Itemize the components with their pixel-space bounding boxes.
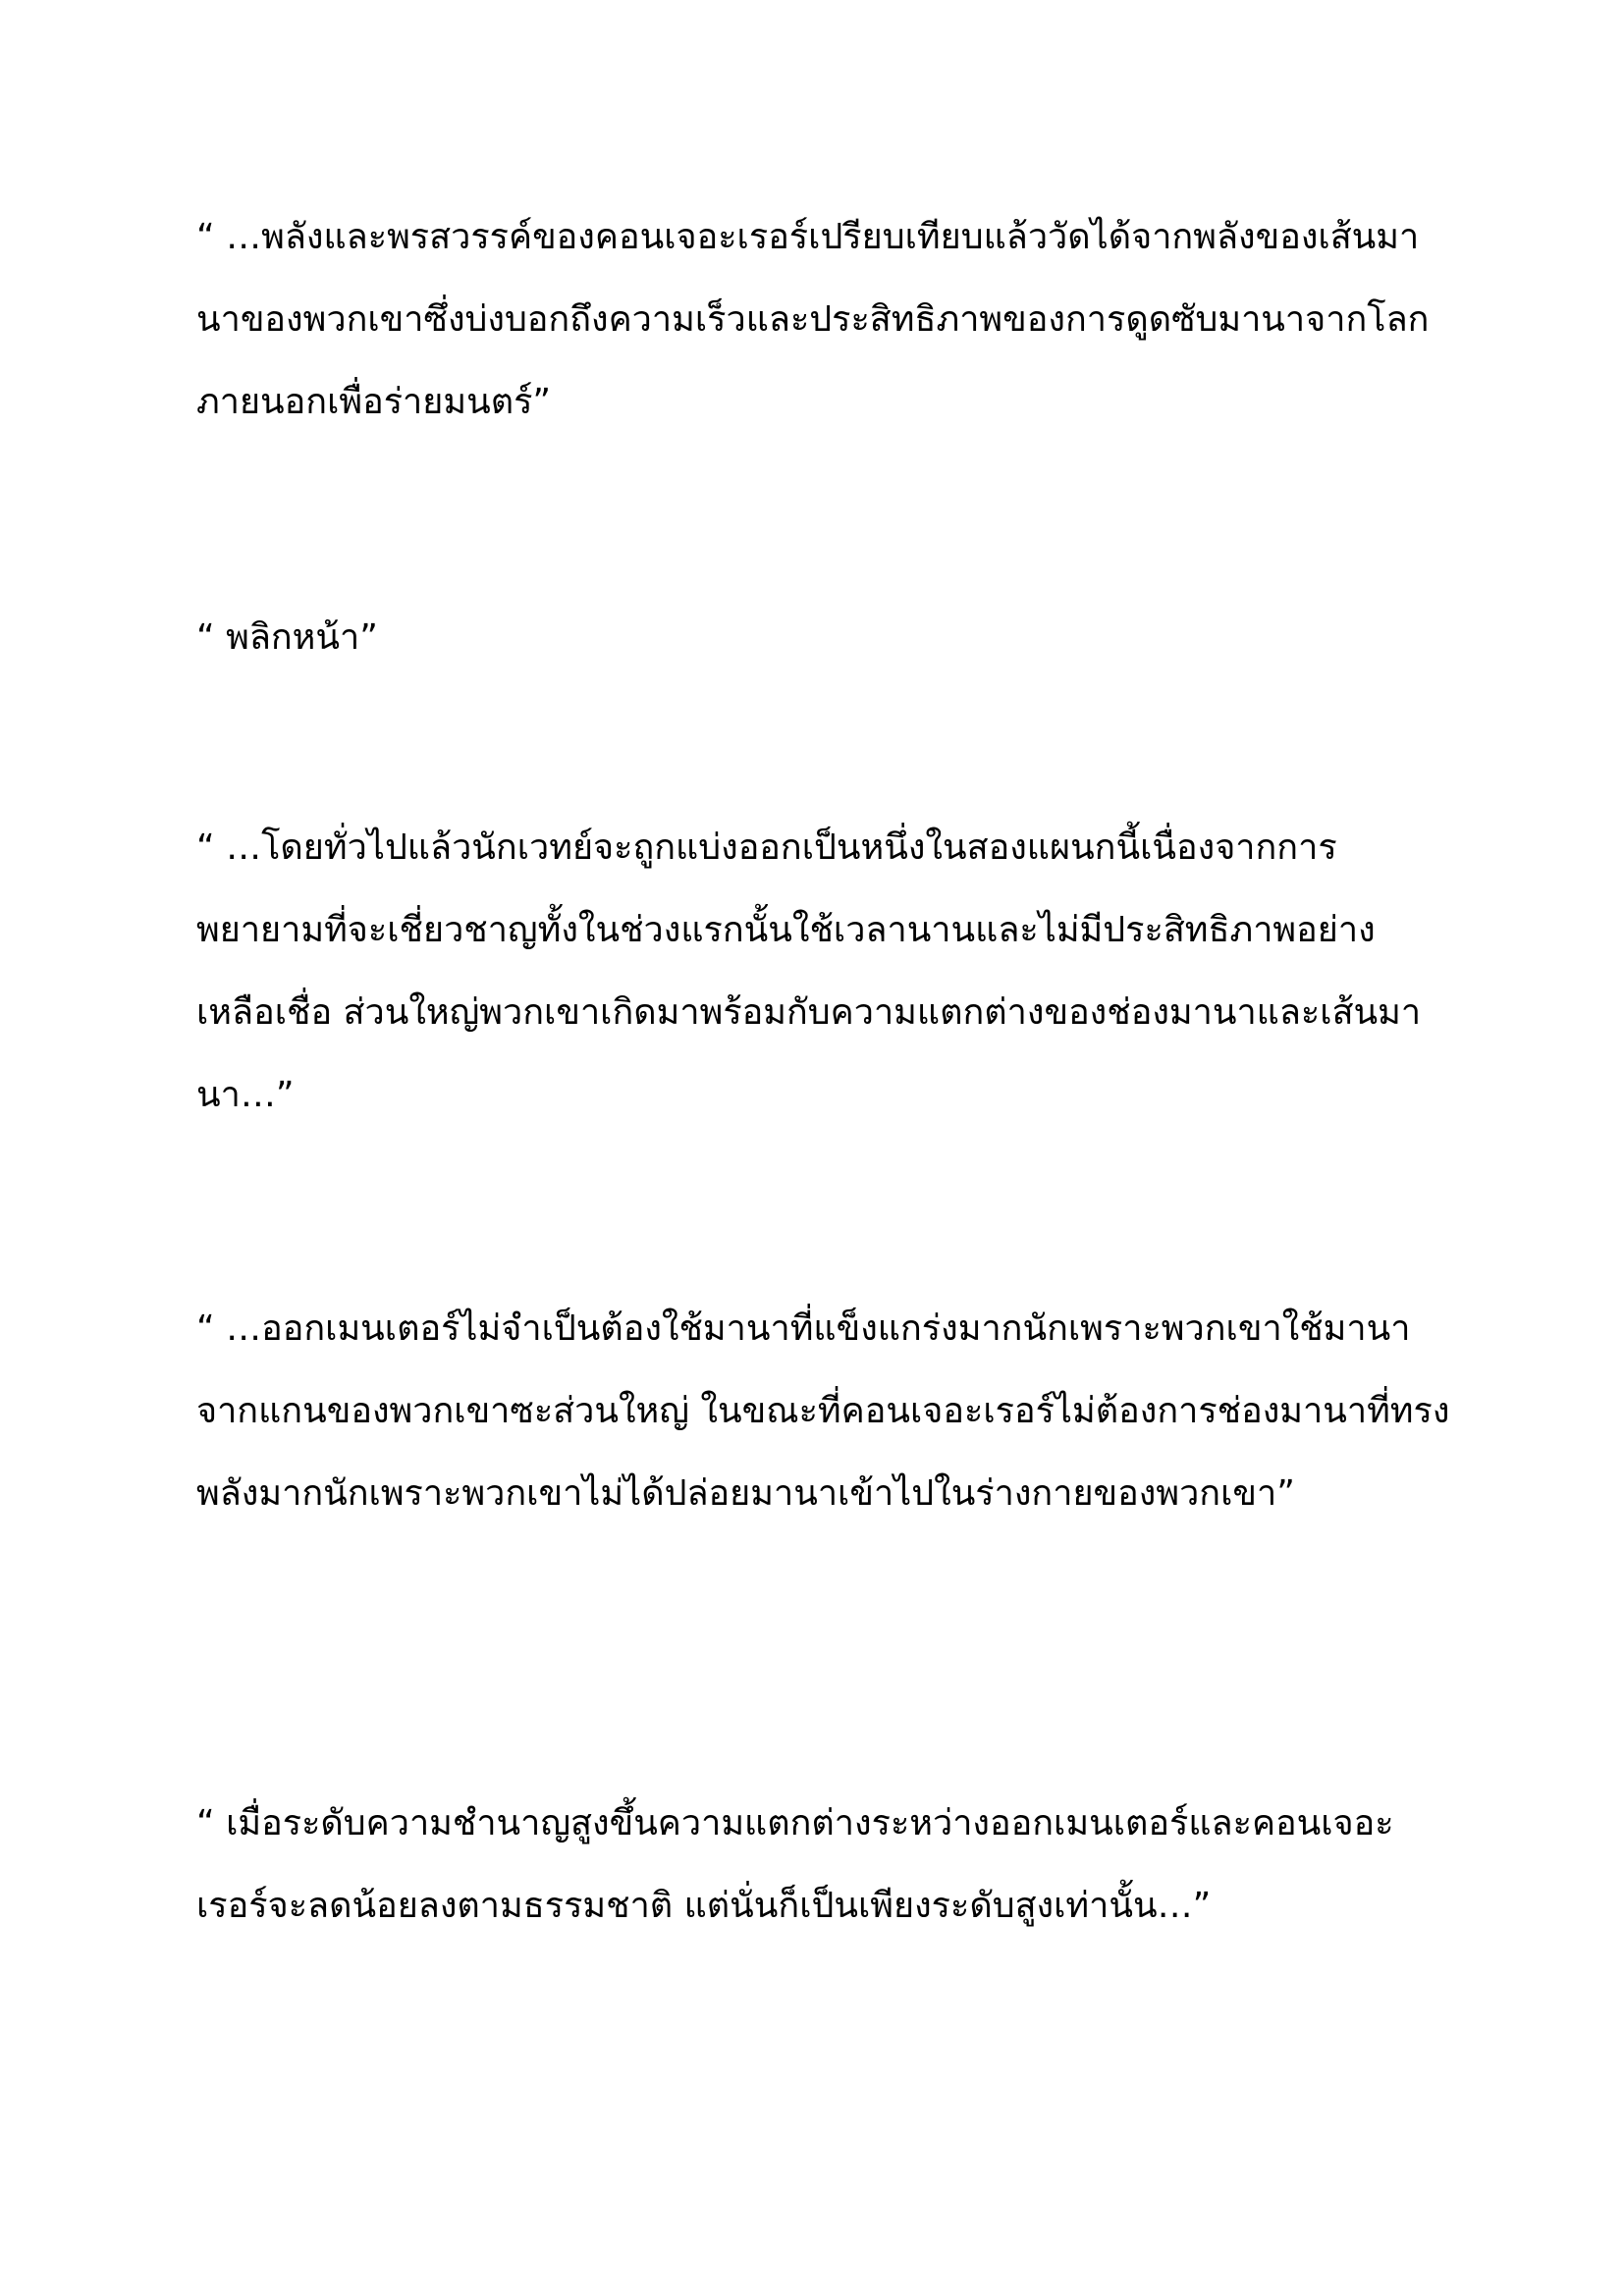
paragraph-2-line-1: “ พลิกหน้า” xyxy=(196,617,378,658)
paragraph-5-line-1: “ เมื่อระดับความชำนาญสูงขึ้นความแตกต่างระหว่างออกเมนเตอร์และคอนเจอะ xyxy=(196,1803,1394,1843)
paragraph-1-line-2: นาของพวกเขาซึ่งบ่งบอกถึงความเร็วและประสิทธิภาพของการดูดซับมานาจากโลก xyxy=(196,299,1430,340)
paragraph-1-line-1: “ …พลังและพรสวรรค์ของคอนเจอะเรอร์เปรียบเทียบแล้ววัดได้จากพลังของเส้นมา xyxy=(196,217,1420,257)
paragraph-3-line-1: “ …โดยทั่วไปแล้วนักเวทย์จะถูกแบ่งออกเป็นหนึ่งในสองแผนกนี้เนื่องจากการ xyxy=(196,828,1337,868)
paragraph-4-line-3: พลังมากนักเพราะพวกเขาไม่ได้ปล่อยมานาเข้าไปในร่างกายของพวกเขา” xyxy=(196,1473,1295,1514)
paragraph-4-line-1: “ …ออกเมนเตอร์ไม่จำเป็นต้องใช้มานาที่แข็งแกร่งมากนักเพราะพวกเขาใช้มานา xyxy=(196,1308,1411,1349)
paragraph-3-line-3: เหลือเชื่อ ส่วนใหญ่พวกเขาเกิดมาพร้อมกับความแตกต่างของช่องมานาและเส้นมา xyxy=(196,992,1422,1033)
paragraph-1-line-3: ภายนอกเพื่อร่ายมนตร์” xyxy=(196,382,552,422)
paragraph-4-line-2: จากแกนของพวกเขาซะส่วนใหญ่ ในขณะที่คอนเจอะเรอร์ไม่ต้องการช่องมานาที่ทรง xyxy=(196,1391,1450,1431)
paragraph-3-line-2: พยายามที่จะเชี่ยวชาญทั้งในช่วงแรกนั้นใช้เวลานานและไม่มีประสิทธิภาพอย่าง xyxy=(196,910,1376,950)
paragraph-3-line-4: นา…” xyxy=(196,1075,295,1115)
paragraph-5-line-2: เรอร์จะลดน้อยลงตามธรรมชาติ แต่นั่นก็เป็นเพียงระดับสูงเท่านั้น…” xyxy=(196,1886,1212,1926)
